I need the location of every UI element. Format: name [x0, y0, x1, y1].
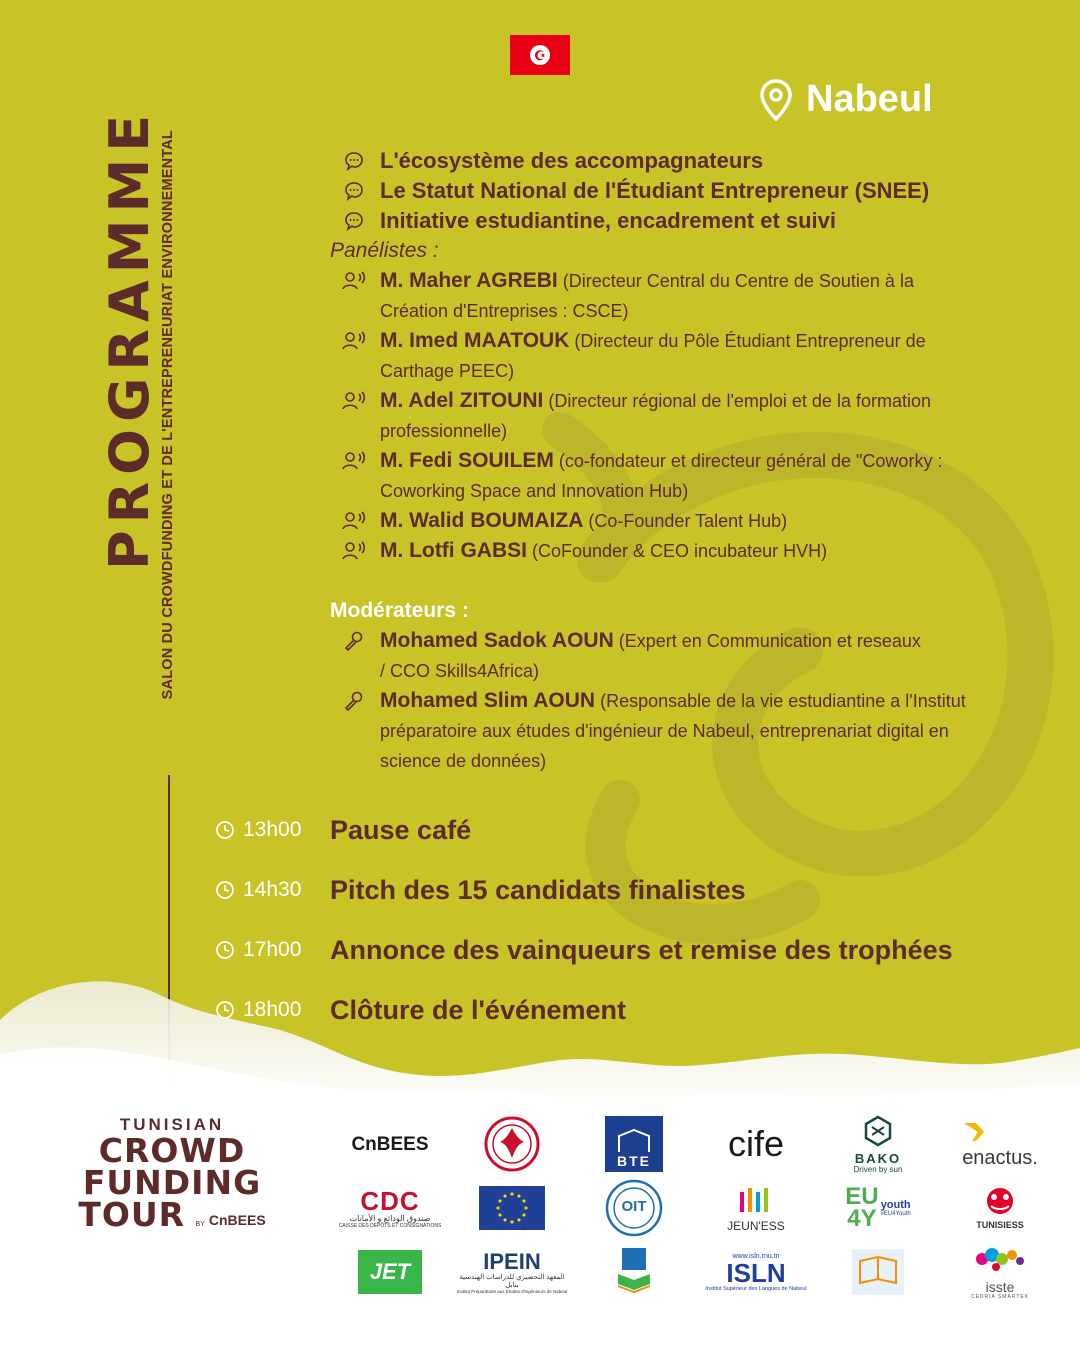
microphone-icon: [342, 691, 366, 711]
panelist-name: M. Walid BOUMAIZA: [380, 509, 584, 532]
schedule-title: Clôture de l'événement: [330, 994, 626, 1025]
partner-isln-logo: [696, 1240, 816, 1304]
partner-logos: [330, 1112, 1060, 1304]
partner-isln-text: ISLN: [726, 1257, 786, 1288]
partner-ipein-french: Institut Préparatoire aux Etudes d'Ingénieurs de Nabeul: [456, 1288, 568, 1294]
logo-line-crowd: CROWD: [98, 1131, 246, 1170]
partner-tunisiess-text: TUNISIESS: [976, 1220, 1024, 1230]
speaker-person-icon: [342, 331, 366, 351]
speaker-person-icon: [342, 391, 366, 411]
tunisia-flag-icon: [510, 35, 570, 75]
moderator-item: [330, 686, 1050, 776]
panelist-name: M. Imed MAATOUK: [380, 329, 570, 352]
speaker-person-icon: [342, 271, 366, 291]
programme-content: [330, 146, 1050, 776]
schedule-time: 17h00: [243, 938, 302, 961]
moderators-label: Modérateurs :: [330, 599, 469, 622]
programme-subtitle: SALON DU CROWDFUNDING ET DE L'ENTREPRENEURIAT ENVIRONNEMENTAL: [160, 130, 176, 700]
partner-isln-name: Institut Supérieur des Langues de Nabeul: [705, 1285, 807, 1292]
partner-cdc-text: CDC: [360, 1185, 420, 1216]
partner-ipein-text: IPEIN: [483, 1248, 541, 1274]
clock-icon: [215, 940, 235, 960]
panelist-desc: (Directeur régional de l'emploi et de la formation: [548, 391, 931, 411]
partner-jet-text: JET: [369, 1259, 411, 1284]
partner-oit-logo: [574, 1176, 694, 1240]
panelist-item: [330, 446, 1050, 506]
topic-item: [330, 206, 1050, 236]
panelist-name: M. Adel ZITOUNI: [380, 389, 544, 412]
panelist-item: [330, 536, 1050, 566]
moderator-name: Mohamed Sadok AOUN: [380, 629, 614, 652]
moderator-desc: (Expert en Communication et reseaux: [618, 631, 921, 651]
university-book-icon: [614, 1244, 654, 1300]
panelist-item: [330, 506, 1050, 536]
crowdfunding-tour-logo: [52, 1115, 292, 1234]
topic-item: [330, 146, 1050, 176]
partner-cife-logo: [696, 1112, 816, 1176]
panelist-desc: (Co-Founder Talent Hub): [588, 511, 788, 531]
panelist-item: [330, 386, 1050, 446]
panelist-desc: (Directeur du Pôle Étudiant Entrepreneur de: [574, 331, 926, 351]
partner-jeuness-logo: [696, 1176, 816, 1240]
clock-icon: [215, 880, 235, 900]
partner-isste-logo: [940, 1240, 1060, 1304]
chat-bubble-icon: [344, 151, 364, 171]
partner-oit-text: OIT: [621, 1198, 647, 1215]
partner-enactus-logo: [940, 1112, 1060, 1176]
partner-youth-tag: #EU4Youth: [880, 1210, 911, 1217]
partner-eu4youth-logo: [818, 1176, 938, 1240]
logo-by-brand: CnBEES: [208, 1212, 266, 1228]
partner-eu4youth-mark: EU 4Y: [845, 1183, 879, 1232]
panelist-item: [330, 326, 1050, 386]
chat-bubble-icon: [344, 181, 364, 201]
moderator-desc: (Responsable de la vie estudiantine a l'Institut: [600, 691, 966, 711]
map-pin-icon: [760, 79, 792, 121]
partner-bako-logo: [818, 1112, 938, 1176]
partner-enactus-text: enactus.: [962, 1146, 1038, 1169]
partner-isln-url: www.isln.rnu.tn: [732, 1252, 780, 1260]
logo-by-text: BY: [195, 1221, 205, 1228]
partner-eu-flag-icon: [452, 1176, 572, 1240]
logo-by: [196, 1212, 266, 1228]
tunisiess-figures-icon: [983, 1186, 1017, 1216]
schedule-item: [215, 860, 1075, 920]
scouts-emblem-icon: [484, 1116, 540, 1172]
schedule-title: Annonce des vainqueurs et remise des trophées: [330, 934, 953, 965]
partner-institute-book-logo: [818, 1240, 938, 1304]
panelist-desc-cont: professionnelle): [380, 421, 508, 441]
schedule-time: 18h00: [243, 998, 302, 1021]
clock-icon: [215, 820, 235, 840]
partner-cdc-logo: [330, 1176, 450, 1240]
eu-flag-icon: [479, 1186, 545, 1230]
partner-cnbees-text: CnBEES: [351, 1133, 429, 1155]
chat-bubble-icon: [344, 211, 364, 231]
partner-youth-text: youth: [880, 1198, 911, 1211]
schedule-title: Pause café: [330, 814, 472, 845]
schedule-time: 14h30: [243, 878, 302, 901]
partner-tunisiess-logo: [940, 1176, 1060, 1240]
schedule-item: [215, 800, 1075, 860]
moderator-item: [330, 626, 1050, 686]
location-city: Nabeul: [806, 78, 933, 120]
panelist-desc: (co-fondateur et directeur général de "Coworky :: [558, 451, 943, 471]
partner-bte-text: BTE: [617, 1153, 651, 1169]
panelist-desc: (Directeur Central du Centre de Soutien à la: [562, 271, 914, 291]
flag-crescent-icon: ☪: [530, 45, 550, 65]
partner-bako-text: BAKO: [854, 1150, 902, 1166]
partner-bte-logo: [574, 1112, 694, 1176]
topic-text: Initiative estudiantine, encadrement et suivi: [380, 208, 837, 233]
bte-building-icon: [614, 1128, 654, 1154]
panelist-name: M. Fedi SOUILEM: [380, 449, 554, 472]
panelist-desc-cont: Carthage PEEC): [380, 361, 515, 381]
bako-hex-icon: [862, 1115, 894, 1147]
schedule-time: 13h00: [243, 818, 302, 841]
partner-cnbees-logo: [330, 1112, 450, 1176]
partner-cdc-arabic: صندوق الودائع و الأمانات: [349, 1213, 431, 1223]
topic-text: L'écosystème des accompagnateurs: [380, 148, 764, 173]
moderator-name: Mohamed Slim AOUN: [380, 689, 596, 712]
panelist-desc: (CoFounder & CEO incubateur HVH): [532, 541, 828, 561]
microphone-icon: [342, 631, 366, 651]
speaker-person-icon: [342, 511, 366, 531]
schedule-title: Pitch des 15 candidats finalistes: [330, 874, 746, 905]
isste-dots-icon: [970, 1245, 1030, 1275]
panelists-label: Panélistes :: [330, 239, 439, 262]
speaker-person-icon: [342, 541, 366, 561]
partner-cife-text: cife: [727, 1123, 785, 1164]
partner-jet-logo: [330, 1240, 450, 1304]
logo-line-tour: TOUR: [78, 1195, 186, 1234]
panelist-desc-cont: Coworking Space and Innovation Hub): [380, 481, 689, 501]
partner-ipein-arabic: المعهد التحضيري للدراسات الهندسية بنابل: [459, 1273, 565, 1289]
topic-item: [330, 176, 1050, 206]
panelist-desc-cont: Création d'Entreprises : CSCE): [380, 301, 629, 321]
logo-line-tunisian: TUNISIAN: [119, 1115, 225, 1134]
panelist-name: M. Maher AGREBI: [380, 269, 558, 292]
partner-jeuness-text: JEUN'ESS: [727, 1218, 785, 1233]
moderator-desc-cont: préparatoire aux études d'ingénieur de Nabeul, entreprenariat digital en: [380, 721, 949, 741]
programme-title: PROGRAMME: [98, 107, 161, 570]
panelist-item: [330, 266, 1050, 326]
speaker-person-icon: [342, 451, 366, 471]
partner-cdc-french: CAISSE DES DÉPÔTS ET CONSIGNATIONS: [338, 1222, 442, 1229]
enactus-chevron-icon: [962, 1121, 986, 1143]
partner-bako-tagline: Driven by sun: [853, 1164, 903, 1174]
partner-isste-tag: CEDRIA SMARTEK: [970, 1293, 1030, 1300]
partner-isste-text: isste: [985, 1278, 1015, 1295]
institute-book-icon: [850, 1247, 906, 1297]
jeuness-figures-icon: [736, 1184, 776, 1214]
moderator-desc-cont: science de données): [380, 751, 547, 771]
partner-ipein-logo: [452, 1240, 572, 1304]
panelist-name: M. Lotfi GABSI: [380, 539, 527, 562]
moderator-desc-cont: / CCO Skills4Africa): [380, 661, 540, 681]
logo-line-funding: FUNDING: [82, 1163, 262, 1202]
partner-scouts-emblem-icon: [452, 1112, 572, 1176]
partner-university-logo: [574, 1240, 694, 1304]
topic-text: Le Statut National de l'Étudiant Entrepreneur (SNEE): [380, 178, 930, 203]
location: [760, 78, 933, 121]
